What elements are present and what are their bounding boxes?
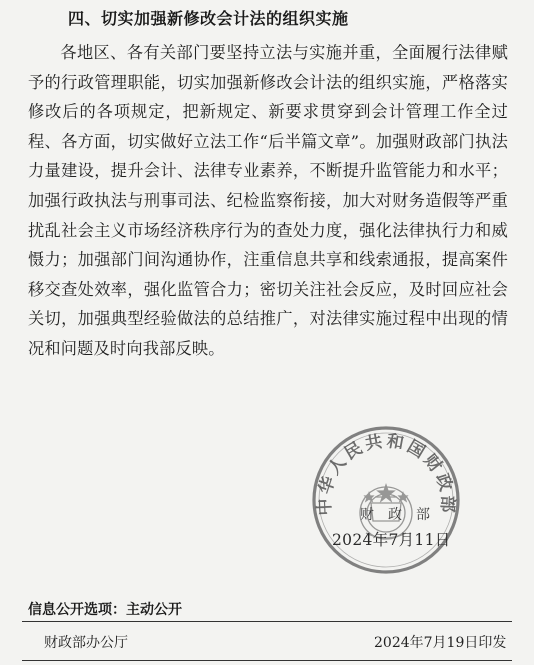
section-paragraph: 各地区、各有关部门要坚持立法与实施并重，全面履行法律赋予的行政管理职能，切实加强新修改会计法的组织实施，严格落实修改后的各项规定，把新规定、新要求贯穿到会计管理工作全过程、各方面，切实做好立法工作“后半篇文章”。加强财政部门执法力量建设，提升会计、法律专业素养，不断提升监管能力和水平；加强行政执法与刑事司法、纪检监察衔接，加大对财务造假等严重扰乱社会主义市场经济秩序行为的查处力度，强化法律执行力和威慑力；加强部门间沟通协作，注重信息共享和线索通报，提高案件移交查处效率，强化监管合力；密切关注社会反应，及时回应社会关切，加强典型经验做法的总结推广，对法律实施过程中出现的情况和问题及时向我部反映。 xyxy=(28,43,508,358)
print-date: 2024年7月19日印发 xyxy=(374,635,507,651)
issuing-office: 财政部办公厅 xyxy=(44,635,128,651)
signature-date: 2024年7月11日 xyxy=(332,531,451,549)
issuer-name: 财政部 xyxy=(360,507,444,523)
section-heading: 四、切实加强新修改会计法的组织实施 xyxy=(68,9,349,28)
official-seal-icon xyxy=(311,425,461,575)
footer-bottom-divider xyxy=(22,660,512,661)
disclosure-option: 信息公开选项：主动公开 xyxy=(28,602,182,618)
seal-text: 中华人民共和国财政部 xyxy=(314,431,458,516)
footer-top-divider xyxy=(22,621,512,622)
